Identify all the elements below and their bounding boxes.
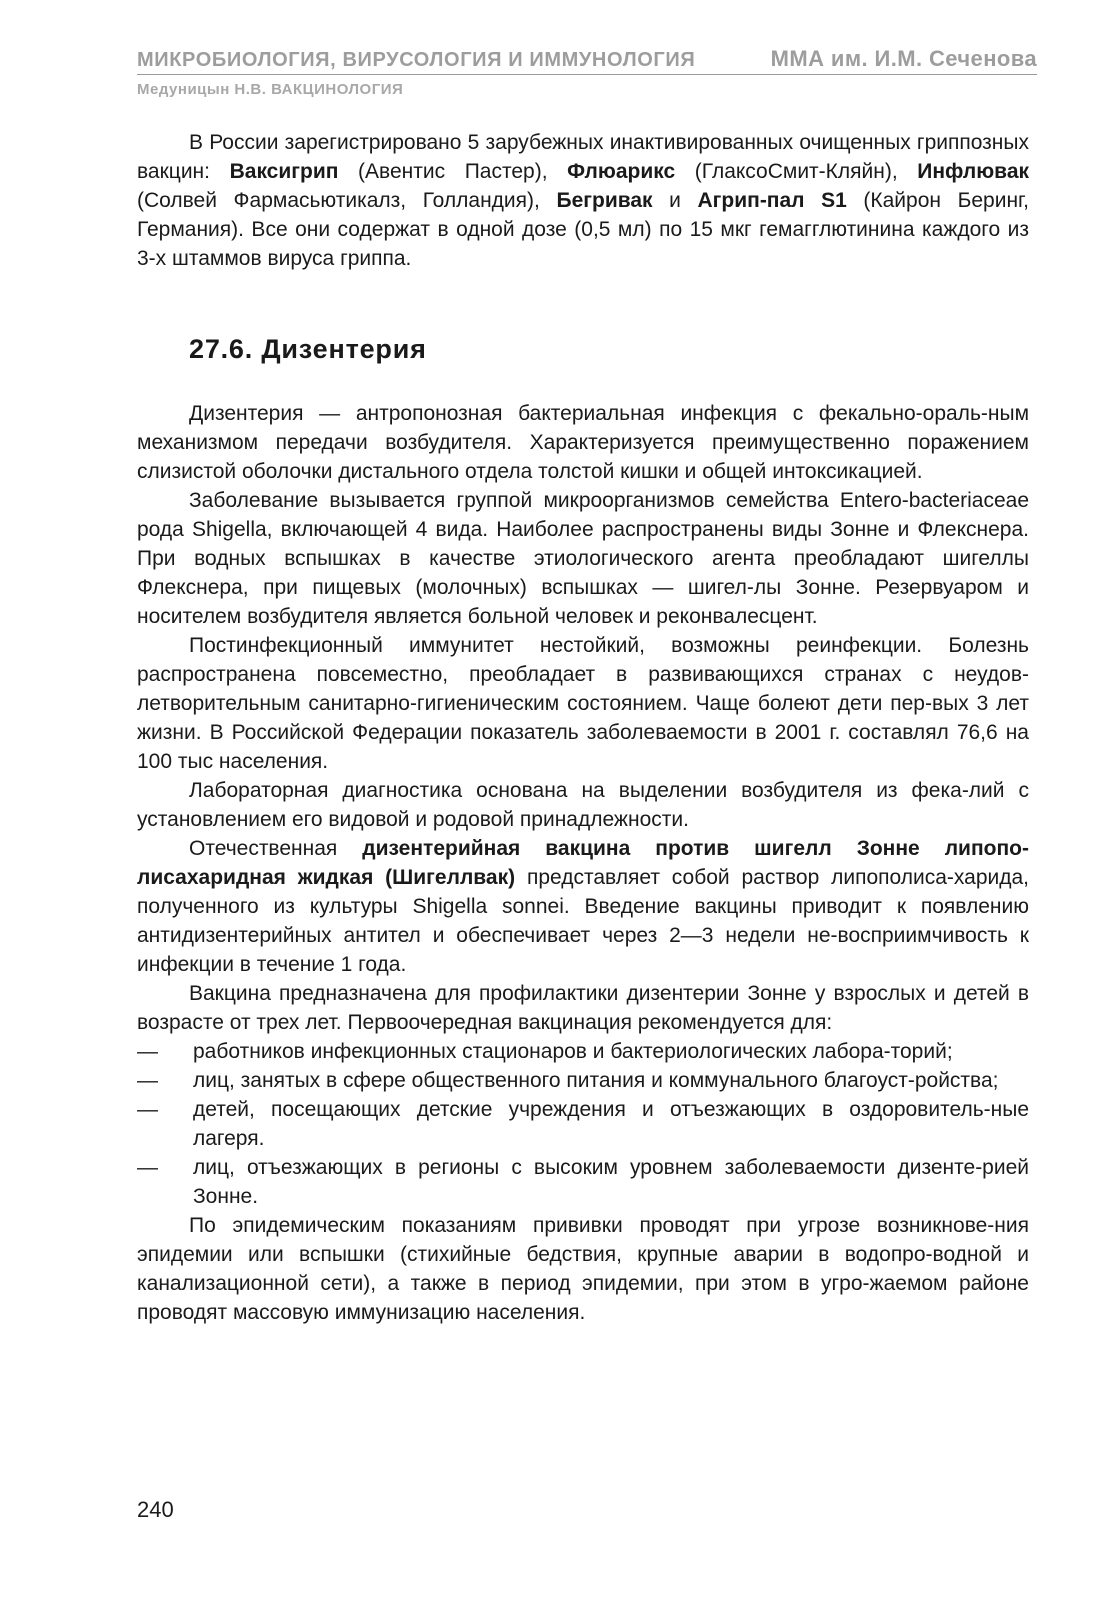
vaccine-name-vaxigrip: Ваксигрип	[229, 160, 339, 183]
list-item-text: детей, посещающих детские учреждения и отъезжающих в оздоровитель-ные лагеря.	[193, 1098, 1029, 1150]
running-header	[137, 46, 1037, 98]
intro-text-4: (Солвей Фармасьютикалз, Голландия),	[137, 189, 557, 212]
intro-text-2: (Авентис Пастер),	[338, 160, 568, 183]
list-dash: —	[137, 1069, 158, 1092]
header-subject: МИКРОБИОЛОГИЯ, ВИРУСОЛОГИЯ И ИММУНОЛОГИЯ	[137, 49, 696, 71]
list-dash: —	[137, 1040, 158, 1063]
list-item	[137, 1066, 1029, 1095]
list-dash: —	[137, 1156, 158, 1179]
intro-text-3: (ГлаксоСмит-Кляйн),	[675, 160, 918, 183]
list-item	[137, 1037, 1029, 1066]
intro-text-5: и	[652, 189, 698, 212]
list-item	[137, 1095, 1029, 1153]
intro-text-1: В России зарегистрировано 5 зарубежных инактивированных очищенных гриппозных вакцин:	[137, 131, 1029, 183]
page-number: 240	[137, 1497, 174, 1522]
paragraph-vaccine	[137, 834, 1029, 979]
section-heading: 27.6. Дизентерия	[189, 334, 427, 364]
intro-text-6: (Кайрон Беринг, Германия). Все они содержат в одной дозе (0,5 мл) по 15 мкг гемагглютинина каждого из 3-х штаммов вируса гриппа.	[137, 189, 1029, 270]
header-top-row	[137, 46, 1037, 75]
list-item-text: лиц, отъезжающих в регионы с высоким уровнем заболеваемости дизенте-рией Зонне.	[193, 1156, 1029, 1208]
header-organization: ММА им. И.М. Сеченова	[770, 46, 1037, 71]
vaccine-name-agrippal: Агрип-пал S1	[697, 189, 847, 212]
intro-paragraph	[137, 128, 1029, 273]
paragraph-definition: Дизентерия — антропонозная бактериальная инфекция с фекально-ораль-ным механизмом передачи возбудителя. Характеризуется преимущественно поражением слизистой оболочки дистального отдела толстой кишки и общей интоксикацией.	[137, 402, 1029, 483]
list-item-text: лиц, занятых в сфере общественного питания и коммунального благоуст-ройства;	[193, 1069, 999, 1092]
vaccination-groups-list	[137, 1037, 1029, 1211]
list-item	[137, 1153, 1029, 1211]
paragraph-epidemiology: Постинфекционный иммунитет нестойкий, возможны реинфекции. Болезнь распространена повсеместно, преобладает в развивающихся странах с неудов-летворительным санитарно-гигиеническим состоянием. Чаще болеют дети пер-вых 3 лет жизни. В Российской Федерации показатель заболеваемости в 2001 г. составлял 76,6 на 100 тыс населения.	[137, 634, 1029, 773]
header-book-title: Медуницын Н.В. ВАКЦИНОЛОГИЯ	[137, 81, 404, 98]
list-item-text: работников инфекционных стационаров и бактериологических лабора-торий;	[193, 1040, 953, 1063]
paragraph-etiology: Заболевание вызывается группой микроорганизмов семейства Entero-bacteriaceae рода Shigella, включающей 4 вида. Наиболее распространены виды Зонне и Флекснера. При водных вспышках в качестве этиологического агента преобладают шигеллы Флекснера, при пищевых (молочных) вспышках — шигел-лы Зонне. Резервуаром и носителем возбудителя является больной человек и реконвалесцент.	[137, 489, 1029, 628]
list-dash: —	[137, 1098, 158, 1121]
vaccine-name-begrivac: Бегривак	[556, 189, 653, 212]
vaccine-text-post: представляет собой раствор липополиса-харида, полученного из культуры Shigella sonnei. Введение вакцины приводит к появлению антидизентерийных антител и обеспечивает через 2—3 недели не-восприимчивость к инфекции в течение 1 года.	[137, 866, 1029, 976]
vaccine-name-shigellvac: дизентерийная вакцина против шигелл Зонне липопо-лисахаридная жидкая (Шигеллвак)	[137, 837, 1029, 889]
page-body	[137, 128, 1029, 1327]
paragraph-diagnostics: Лабораторная диагностика основана на выделении возбудителя из фека-лий с установлением его видовой и родовой принадлежности.	[137, 779, 1029, 831]
paragraph-epidemic-indications: По эпидемическим показаниям прививки проводят при угрозе возникнове-ния эпидемии или вспышки (стихийные бедствия, крупные аварии в водопро-водной и канализационной сети), а также в период эпидемии, при этом в угро-жаемом районе проводят массовую иммунизацию населения.	[137, 1214, 1029, 1324]
vaccine-text-pre: Отечественная	[189, 837, 363, 860]
vaccine-name-influvac: Инфлювак	[917, 160, 1030, 183]
vaccine-name-fluarix: Флюарикс	[567, 160, 676, 183]
paragraph-indications: Вакцина предназначена для профилактики дизентерии Зонне у взрослых и детей в возрасте от трех лет. Первоочередная вакцинация рекомендуется для:	[137, 982, 1029, 1034]
